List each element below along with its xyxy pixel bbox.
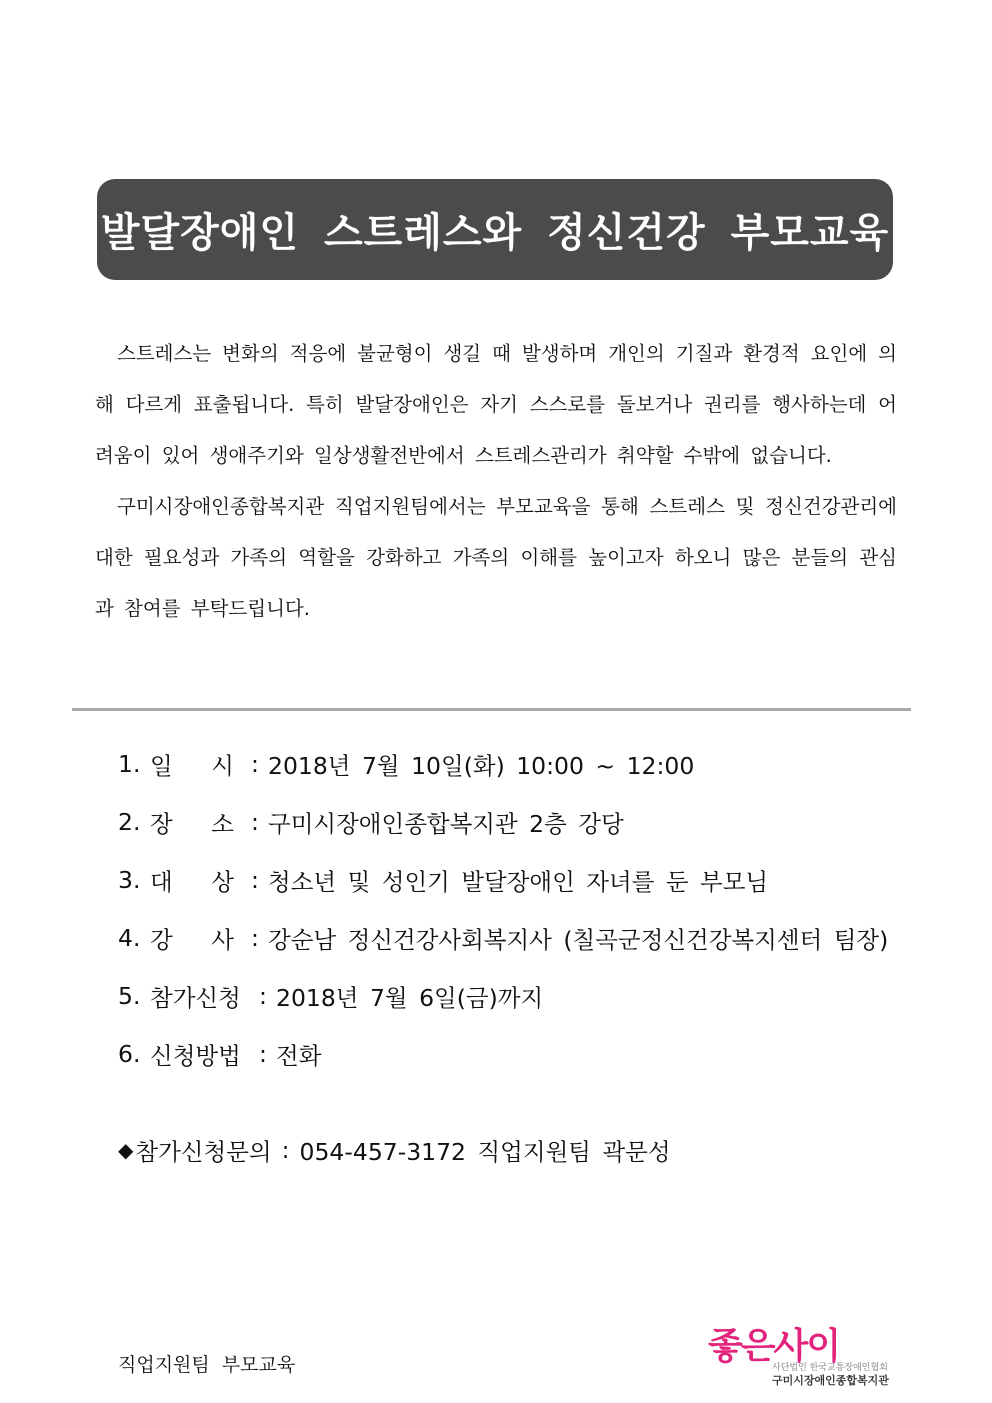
- detail-row-deadline: [118, 967, 918, 1025]
- detail-label: [150, 805, 242, 839]
- detail-label-char: 사: [211, 926, 234, 954]
- detail-colon: :: [251, 808, 259, 836]
- detail-value: 강순남 정신건강사회복지사 (칠곡군정신건강복지센터 팀장): [268, 926, 889, 954]
- detail-row-method: [118, 1025, 918, 1083]
- intro-paragraph-2: 구미시장애인종합복지관 직업지원팀에서는 부모교육을 통해 스트레스 및 정신건강관리에 대한 필요성과 가족의 역할을 강화하고 가족의 이해를 높이고자 하오니 많은 분들의 관심과 참여를 부탁드립니다.: [95, 495, 897, 620]
- detail-label: [150, 863, 242, 897]
- inquiry-line: [118, 1133, 671, 1167]
- diamond-icon: ◆: [118, 1138, 134, 1162]
- detail-colon: :: [251, 924, 259, 952]
- detail-row-lecturer: [118, 909, 918, 967]
- detail-value: 구미시장애인종합복지관 2층 강당: [268, 810, 624, 838]
- detail-value: 2018년 7월 10일(화) 10:00 ~ 12:00: [268, 752, 695, 780]
- logo-org-line2: 구미시장애인종합복지관: [772, 1374, 889, 1387]
- inquiry-label: 참가신청문의: [135, 1138, 272, 1166]
- detail-label: [150, 747, 242, 781]
- detail-label-char: 장: [150, 810, 173, 838]
- intro-paragraph-1: 스트레스는 변화의 적응에 불균형이 생길 때 발생하며 개인의 기질과 환경적 요인에 의해 다르게 표출됩니다. 특히 발달장애인은 자기 스스로를 돌보거나 권리를 행사하는데 어려움이 있어 생애주기와 일상생활전반에서 스트레스관리가 취약할 수밖에 없습니다.: [95, 342, 897, 467]
- inquiry-colon: :: [281, 1136, 290, 1164]
- logo-org-line1: 사단법인 한국교통장애인협회: [772, 1363, 888, 1373]
- detail-number: 1.: [118, 750, 141, 778]
- inquiry-value: 054-457-3172 직업지원팀 곽문성: [299, 1138, 671, 1166]
- detail-label-char: 시: [211, 752, 234, 780]
- detail-number: 5.: [118, 982, 141, 1010]
- detail-number: 2.: [118, 808, 141, 836]
- footer-text: 직업지원팀 부모교육: [118, 1354, 296, 1376]
- event-details: [118, 735, 918, 1083]
- logo-main-text: 좋은사이: [708, 1326, 840, 1367]
- detail-label: 신청방법: [150, 1042, 241, 1070]
- detail-value: 청소년 및 성인기 발달장애인 자녀를 둔 부모님: [268, 868, 769, 896]
- organization-logo: [708, 1318, 908, 1388]
- detail-row-date: [118, 735, 918, 793]
- detail-number: 3.: [118, 866, 141, 894]
- detail-number: 4.: [118, 924, 141, 952]
- detail-value: 2018년 7월 6일(금)까지: [276, 984, 544, 1012]
- section-divider: [72, 708, 911, 711]
- detail-label-char: 상: [211, 868, 234, 896]
- intro-section: [95, 328, 897, 634]
- detail-number: 6.: [118, 1040, 141, 1068]
- page-title: 발달장애인 스트레스와 정신건강 부모교육: [100, 210, 890, 256]
- detail-label-char: 강: [150, 926, 173, 954]
- detail-colon: :: [251, 866, 259, 894]
- detail-label-char: 소: [211, 810, 234, 838]
- detail-label: 참가신청: [150, 984, 241, 1012]
- detail-colon: :: [259, 982, 267, 1010]
- detail-row-place: [118, 793, 918, 851]
- title-banner: [97, 179, 893, 280]
- detail-label-char: 일: [150, 752, 173, 780]
- detail-label: [150, 921, 242, 955]
- detail-colon: :: [259, 1040, 267, 1068]
- detail-colon: :: [251, 750, 259, 778]
- detail-row-target: [118, 851, 918, 909]
- detail-value: 전화: [276, 1042, 322, 1070]
- detail-label-char: 대: [150, 868, 173, 896]
